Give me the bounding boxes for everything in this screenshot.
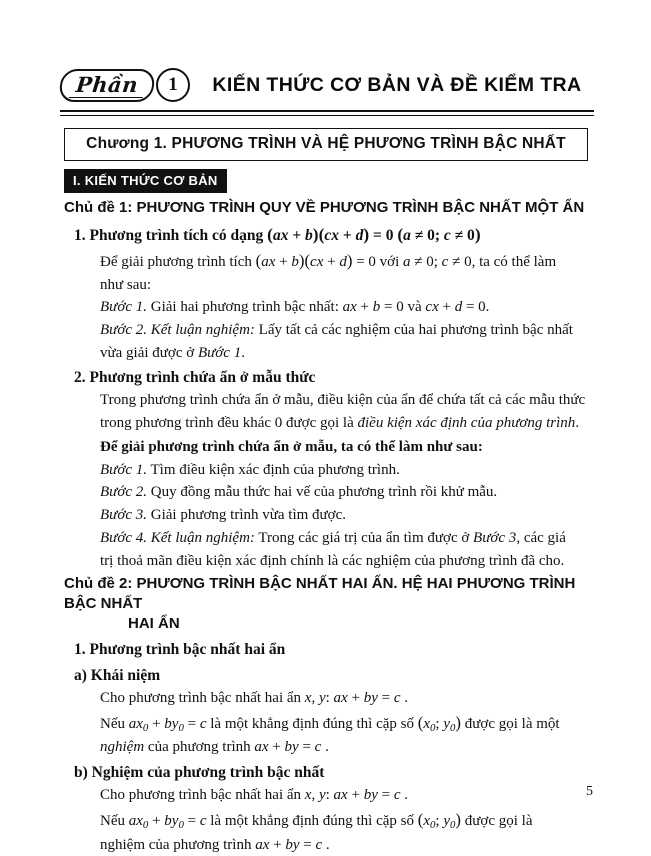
topic-1-heading: Chủ đề 1: PHƯƠNG TRÌNH QUY VỀ PHƯƠNG TRÌNH BẬC NHẤT MỘT ẨN xyxy=(64,199,585,216)
item-2-step-4-cont: trị thoả mãn điều kiện xác định chính là các nghiệm của phương trình đã cho. xyxy=(100,552,565,569)
item-1-step-2: Bước 2. Kết luận nghiệm: Lấy tất cả các nghiệm của hai phương trình bậc nhất xyxy=(100,322,573,339)
item-2-paragraph-1-cont: trong phương trình đều khác 0 được gọi là điều kiện xác định của phương trình. xyxy=(100,414,580,431)
part-badge xyxy=(60,68,190,102)
item-2-step-1: Bước 1. Tìm điều kiện xác định của phương trình. xyxy=(100,461,400,478)
item-1-step-1: Bước 1. Giải hai phương trình bậc nhất: ax + b = 0 và cx + d = 0. xyxy=(100,299,490,316)
topic-2-heading xyxy=(64,574,594,635)
topic-1-item-2-label: 2. Phương trình chứa ẩn ở mẫu thức xyxy=(74,368,316,386)
sub-a-paragraph-3: nghiệm của phương trình ax + by = c . xyxy=(100,739,329,756)
item-2-bold-line: Để giải phương trình chứa ẩn ở mẫu, ta có thể làm như sau: xyxy=(100,438,483,455)
sub-b-paragraph-3: nghiệm của phương trình ax + by = c . xyxy=(100,836,330,853)
banner-divider-thin xyxy=(60,115,594,116)
item-1-paragraph-1-cont: như sau: xyxy=(100,276,152,293)
topic-1-item-1-label xyxy=(64,224,594,247)
page-number: 5 xyxy=(586,784,593,799)
part-banner xyxy=(60,62,594,108)
part-label: Phần xyxy=(58,69,155,102)
document-content xyxy=(64,196,594,856)
sub-b-paragraph-2: Nếu $ax_0 + by_0 = c$ là một khẳng định đúng thì cặp số ($x_0$; $y_0$) được gọi là xyxy=(100,810,533,832)
chapter-heading: Chương 1. PHƯƠNG TRÌNH VÀ HỆ PHƯƠNG TRÌNH BẬC NHẤT xyxy=(64,128,588,161)
sub-a-paragraph-1: Cho phương trình bậc nhất hai ẩn x, y: ax + by = c . xyxy=(100,690,408,707)
banner-divider-thick xyxy=(60,110,594,112)
item-1-text: 1. Phương trình tích có dạng xyxy=(74,226,264,244)
item-2-step-4: Bước 4. Kết luận nghiệm: Trong các giá trị của ẩn tìm được ở Bước 3, các giá xyxy=(100,529,566,546)
item-2-step-2: Bước 2. Quy đồng mẫu thức hai vế của phương trình rồi khử mẫu. xyxy=(100,484,498,501)
topic-2-heading-line1: Chủ đề 2: PHƯƠNG TRÌNH BẬC NHẤT HAI ẨN. HỆ HAI PHƯƠNG TRÌNH BẬC NHẤT xyxy=(64,574,576,612)
topic-2-sub-b-label: b) Nghiệm của phương trình bậc nhất xyxy=(74,764,325,782)
item-1-step-2-cont: vừa giải được ở Bước 1. xyxy=(100,344,245,361)
item-2-step-3: Bước 3. Giải phương trình vừa tìm được. xyxy=(100,507,346,524)
item-1-formula: (ax + b)(cx + d) = 0 (a ≠ 0; c ≠ 0) xyxy=(267,224,481,244)
item-2-paragraph-1: Trong phương trình chứa ẩn ở mẫu, điều kiện của ẩn để chứa tất cả các mẫu thức xyxy=(100,392,586,409)
topic-2-item-1-label: 1. Phương trình bậc nhất hai ẩn xyxy=(74,641,286,659)
section-tag: I. KIẾN THỨC CƠ BẢN xyxy=(64,169,227,193)
sub-b-paragraph-1: Cho phương trình bậc nhất hai ẩn x, y: ax + by = c . xyxy=(100,787,408,804)
topic-2-sub-a-label: a) Khái niệm xyxy=(74,666,161,684)
sub-a-paragraph-2: Nếu $ax_0 + by_0 = c$ là một khẳng định đúng thì cặp số ($x_0$; $y_0$) được gọi là một xyxy=(100,712,560,734)
part-number: 1 xyxy=(156,68,190,102)
topic-2-heading-line2: HAI ẨN xyxy=(128,615,180,633)
item-1-paragraph-1: Để giải phương trình tích (ax + b)(cx + d) = 0 với a ≠ 0; c ≠ 0, ta có thể làm xyxy=(100,250,557,270)
page-title: KIẾN THỨC CƠ BẢN VÀ ĐỀ KIỂM TRA xyxy=(212,73,582,96)
